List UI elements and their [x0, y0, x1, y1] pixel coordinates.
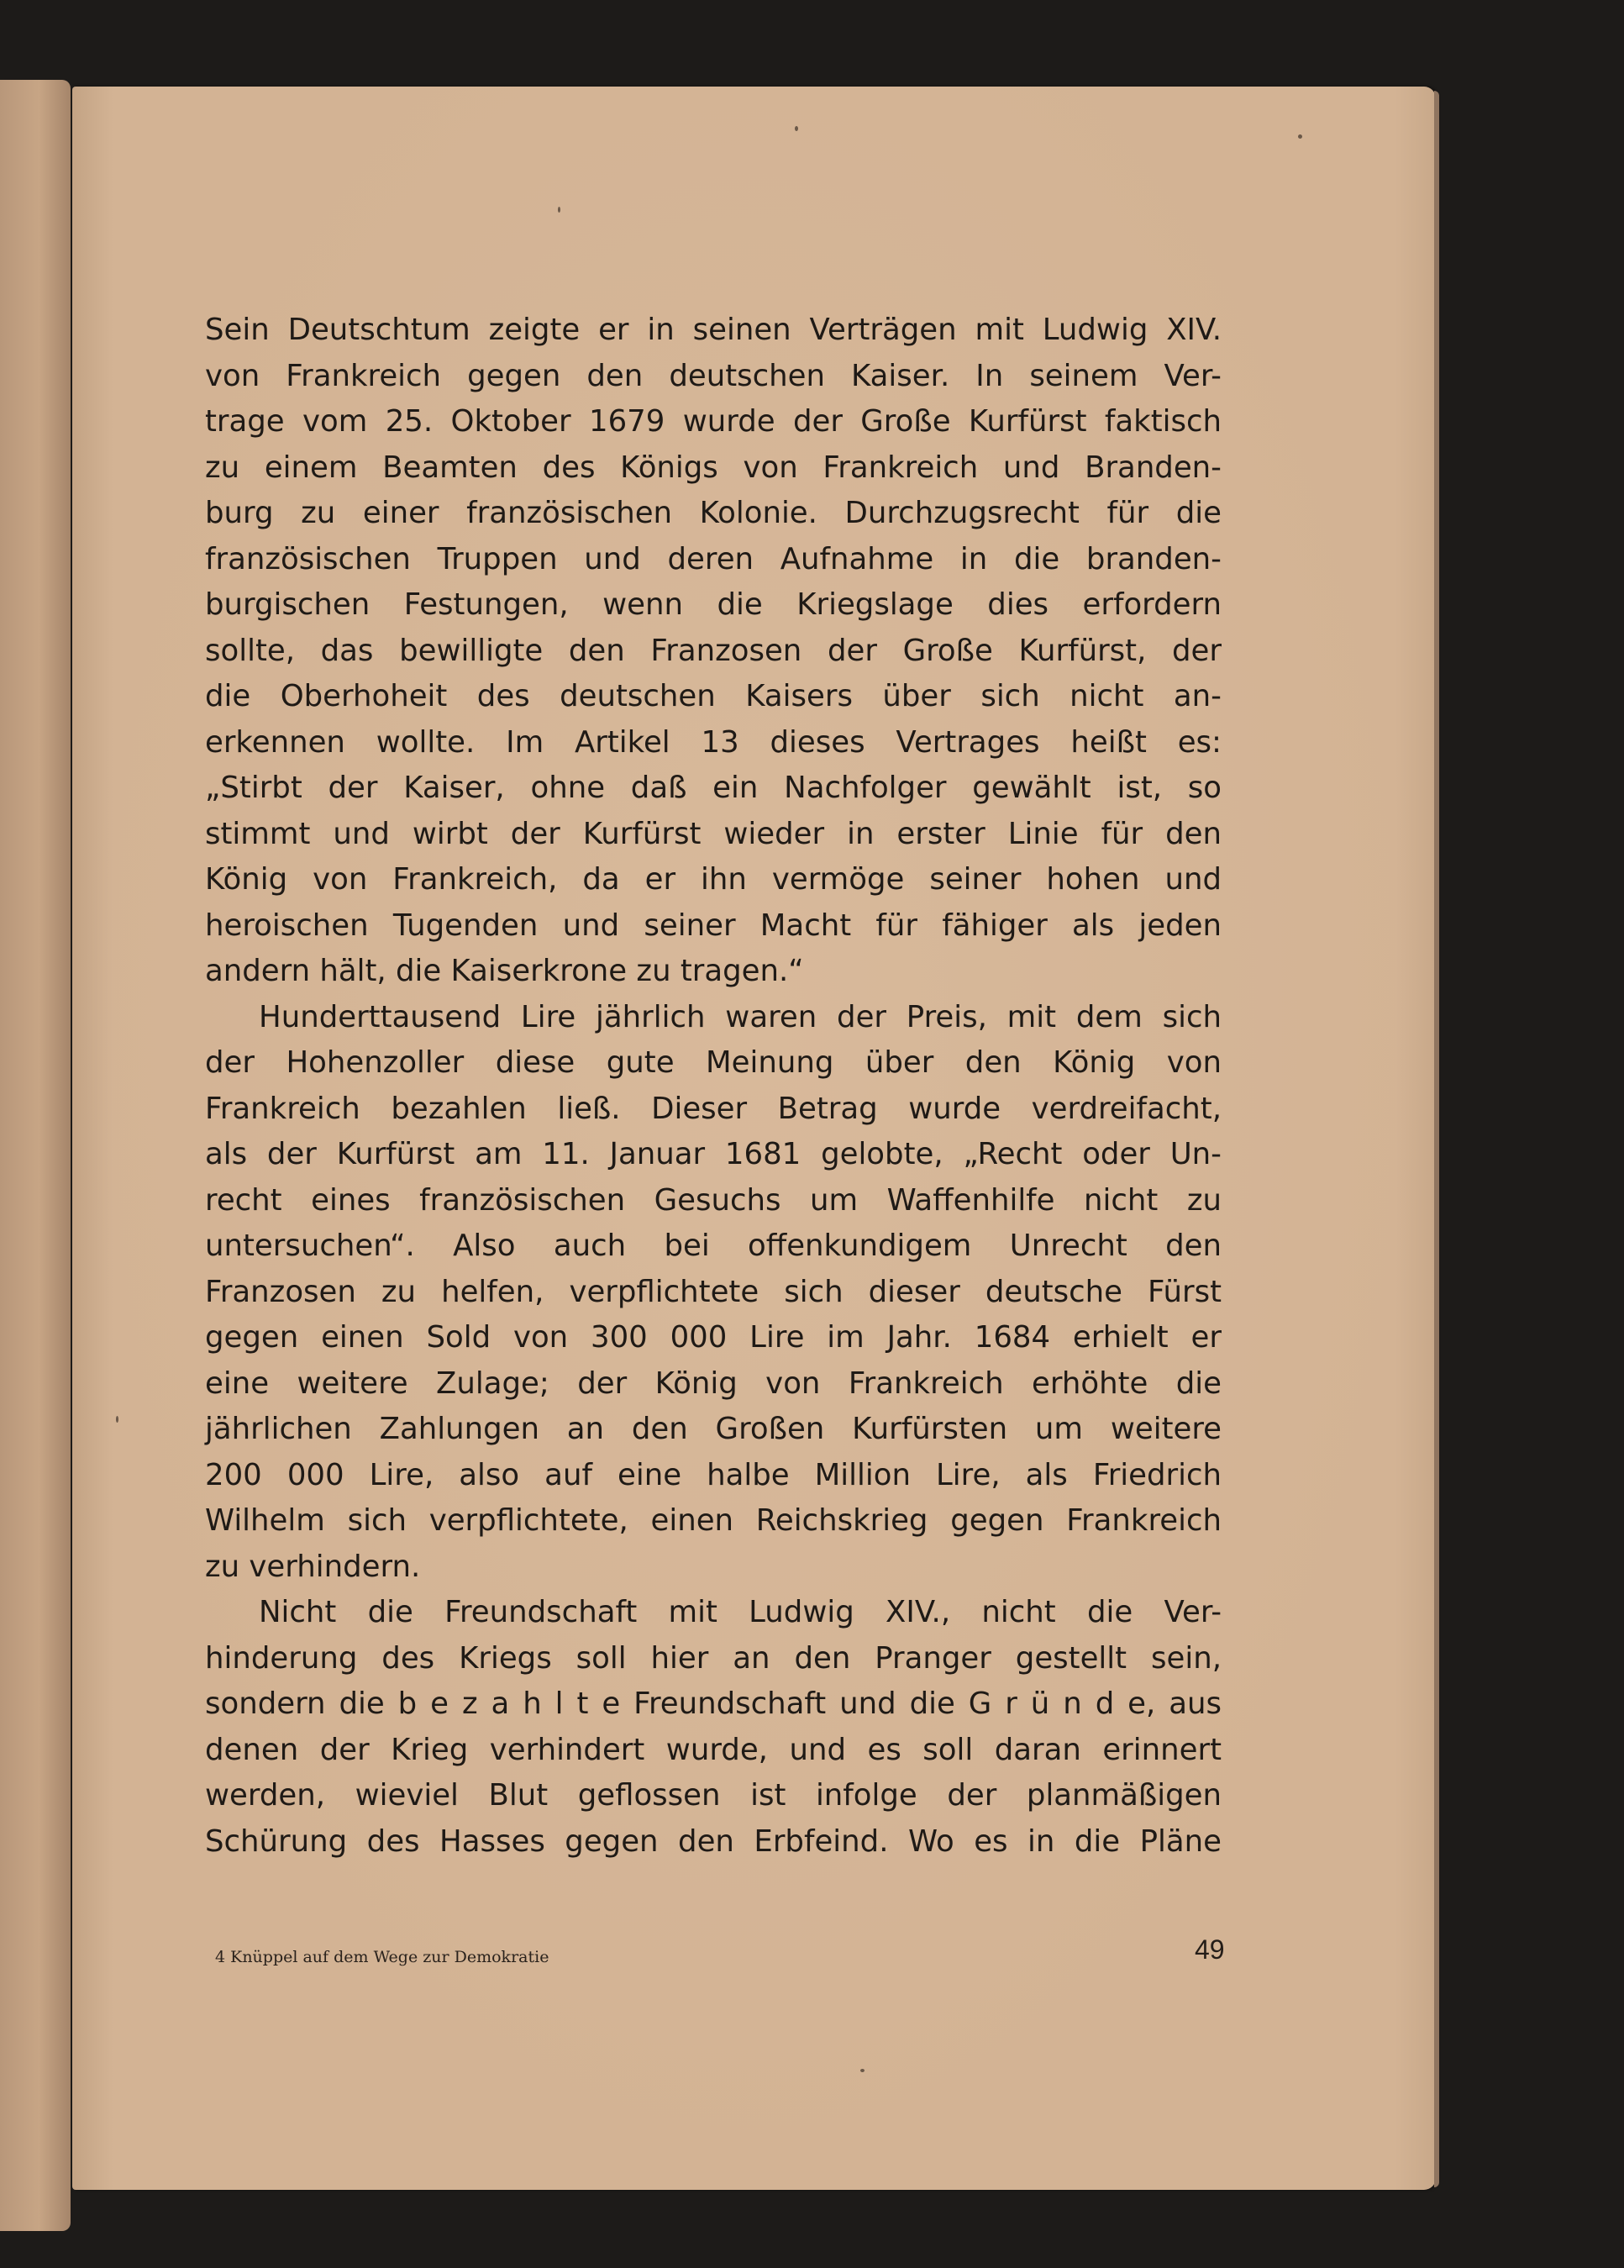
previous-page-edge — [0, 80, 71, 2231]
text-line: trage vom 25. Oktober 1679 wurde der Große Kurfürst faktisch — [205, 404, 1222, 439]
paper-speck — [795, 126, 798, 131]
text-line: hinderung des Kriegs soll hier an den Pranger gestellt sein, — [205, 1640, 1222, 1676]
paper-speck — [116, 1416, 118, 1423]
printer-signature: 4 Knüppel auf dem Wege zur Demokratie — [215, 1948, 549, 1966]
text-line: Frankreich bezahlen ließ. Dieser Betrag wurde verdreifacht, — [205, 1091, 1222, 1126]
text-line: Schürung des Hasses gegen den Erbfeind. Wo es in die Pläne — [205, 1823, 1222, 1859]
text-line: französischen Truppen und deren Aufnahme in die branden- — [205, 541, 1222, 576]
text-line: andern hält, die Kaiserkrone zu tragen.“ — [205, 954, 804, 988]
text-line: Nicht die Freundschaft mit Ludwig XIV., nicht die Ver- — [259, 1595, 1222, 1629]
text-line: sondern die b e z a h l t e Freundschaft und die G r ü n d e, aus — [205, 1687, 1222, 1721]
paper-speck — [1298, 134, 1302, 139]
text-line: werden, wieviel Blut geflossen ist infolge der planmäßigen — [205, 1778, 1222, 1813]
text-line: 200 000 Lire, also auf eine halbe Million Lire, als Friedrich — [205, 1457, 1222, 1492]
text-line: König von Frankreich, da er ihn vermöge seiner hohen und — [205, 862, 1222, 897]
body-text — [205, 308, 1222, 1865]
text-line: zu einem Beamten des Königs von Frankreich und Branden- — [205, 450, 1222, 485]
paper-speck — [558, 207, 560, 213]
text-line: stimmt und wirbt der Kurfürst wieder in erster Linie für den — [205, 816, 1222, 851]
text-line: zu verhindern. — [205, 1549, 421, 1584]
text-line: burgischen Festungen, wenn die Kriegslage dies erfordern — [205, 587, 1222, 622]
text-line: Wilhelm sich verpflichtete, einen Reichskrieg gegen Frankreich — [205, 1503, 1222, 1538]
page-edge-shadow — [1434, 91, 1439, 2187]
text-line: sollte, das bewilligte den Franzosen der Große Kurfürst, der — [205, 633, 1222, 668]
paper-speck — [860, 2069, 865, 2072]
text-line: heroischen Tugenden und seiner Macht für fähiger als jeden — [205, 908, 1222, 943]
text-line: Sein Deutschtum zeigte er in seinen Verträgen mit Ludwig XIV. — [205, 313, 1222, 347]
text-line: denen der Krieg verhindert wurde, und es soll daran erinnert — [205, 1732, 1222, 1767]
text-line: von Frankreich gegen den deutschen Kaiser. In seinem Ver- — [205, 358, 1222, 393]
text-line: als der Kurfürst am 11. Januar 1681 gelobte, „Recht oder Un- — [205, 1137, 1222, 1171]
text-line: „Stirbt der Kaiser, ohne daß ein Nachfolger gewählt ist, so — [205, 771, 1222, 805]
text-line: die Oberhoheit des deutschen Kaisers über sich nicht an- — [205, 679, 1222, 713]
text-line: Hunderttausend Lire jährlich waren der Preis, mit dem sich — [259, 999, 1222, 1034]
text-line: der Hohenzoller diese gute Meinung über den König von — [205, 1045, 1222, 1080]
page-number: 49 — [1195, 1934, 1225, 1965]
text-line: erkennen wollte. Im Artikel 13 dieses Vertrages heißt es: — [205, 724, 1222, 760]
text-line: burg zu einer französischen Kolonie. Durchzugsrecht für die — [205, 496, 1222, 530]
text-line: jährlichen Zahlungen an den Großen Kurfürsten um weitere — [205, 1412, 1222, 1446]
text-line: recht eines französischen Gesuchs um Waffenhilfe nicht zu — [205, 1182, 1222, 1218]
text-line: Franzosen zu helfen, verpflichtete sich dieser deutsche Fürst — [205, 1274, 1222, 1309]
text-line: untersuchen“. Also auch bei offenkundigem Unrecht den — [205, 1229, 1222, 1263]
text-line: gegen einen Sold von 300 000 Lire im Jahr. 1684 erhielt er — [205, 1320, 1222, 1355]
text-line: eine weitere Zulage; der König von Frankreich erhöhte die — [205, 1366, 1222, 1401]
